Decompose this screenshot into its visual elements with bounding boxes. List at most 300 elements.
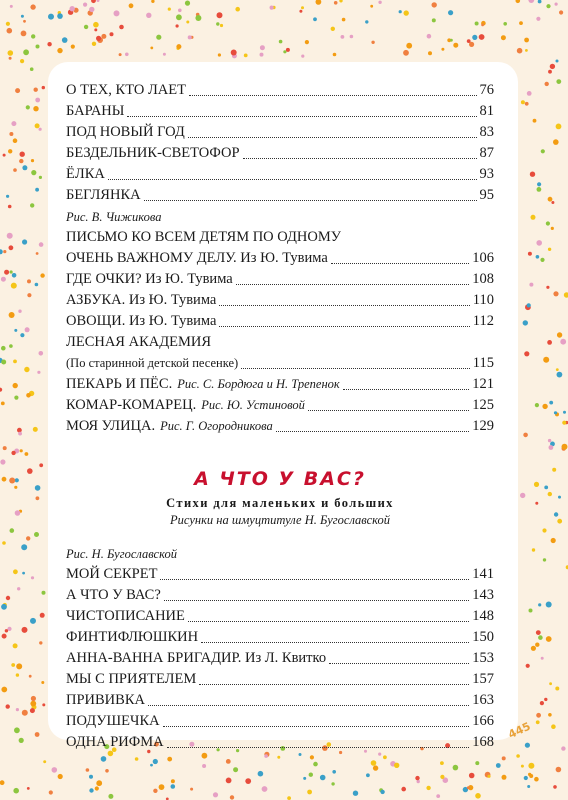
confetti-dot — [262, 786, 268, 792]
confetti-dot — [523, 320, 528, 325]
dot-leader — [331, 263, 469, 264]
toc-entry-page: 106 — [472, 250, 494, 266]
toc-entry[interactable] — [66, 395, 494, 416]
confetti-dot — [529, 283, 533, 287]
toc-entry-title: ПОД НОВЫЙ ГОД — [66, 124, 185, 140]
confetti-dot — [9, 478, 15, 484]
confetti-dot — [15, 510, 21, 516]
confetti-dot — [10, 270, 13, 273]
confetti-dot — [536, 630, 541, 635]
confetti-dot — [331, 782, 334, 785]
illustrator-credit: Рис. Г. Огородникова — [160, 419, 273, 433]
confetti-dot — [528, 763, 534, 769]
confetti-dot — [535, 643, 539, 647]
confetti-dot — [26, 536, 30, 540]
confetti-dot — [105, 769, 109, 773]
confetti-dot — [535, 403, 539, 407]
confetti-dot — [0, 388, 2, 392]
confetti-dot — [557, 372, 563, 378]
toc-group-1 — [66, 80, 494, 206]
confetti-dot — [178, 9, 182, 13]
confetti-dot — [534, 482, 539, 487]
toc-entry[interactable] — [66, 416, 494, 437]
confetti-dot — [548, 439, 551, 442]
confetti-dot — [36, 45, 40, 49]
confetti-dot — [119, 53, 122, 56]
confetti-dot — [536, 255, 540, 259]
toc-entry[interactable] — [66, 606, 494, 627]
toc-entry-title: ОДНА РИФМА — [66, 734, 164, 750]
confetti-dot — [86, 768, 90, 772]
confetti-dot — [129, 3, 134, 8]
confetti-dot — [551, 227, 554, 230]
toc-entry[interactable] — [66, 101, 494, 122]
confetti-dot — [556, 368, 559, 371]
confetti-dot — [469, 42, 474, 47]
toc-entry[interactable] — [66, 690, 494, 711]
confetti-dot — [553, 785, 557, 789]
toc-entry-title: КОМАР-КОМАРЕЦ. — [66, 397, 197, 413]
confetti-dot — [562, 421, 566, 425]
confetti-dot — [546, 602, 552, 608]
toc-entry[interactable] — [66, 669, 494, 690]
toc-entry-title: ПРИВИВКА — [66, 692, 145, 708]
dot-leader — [236, 284, 470, 285]
confetti-dot — [190, 788, 193, 791]
confetti-dot — [534, 777, 539, 782]
artist-credit: Рис. Н. Бугославской — [66, 547, 177, 561]
confetti-dot — [527, 785, 530, 788]
confetti-dot — [469, 773, 475, 779]
toc-entry[interactable] — [66, 648, 494, 669]
confetti-dot — [35, 123, 40, 128]
dot-leader — [201, 642, 469, 643]
confetti-dot — [9, 245, 14, 250]
confetti-dot — [529, 609, 533, 613]
toc-entry-title: ПЕКАРЬ И ПЁС. — [66, 376, 173, 392]
confetti-dot — [92, 42, 96, 46]
confetti-dot — [8, 50, 14, 56]
confetti-dot — [502, 775, 507, 780]
confetti-dot — [441, 48, 444, 51]
dot-leader — [241, 368, 470, 369]
confetti-dot — [57, 48, 62, 53]
confetti-dot — [542, 404, 547, 409]
confetti-dot — [22, 627, 28, 633]
confetti-dot — [0, 780, 5, 785]
confetti-dot — [17, 587, 20, 590]
confetti-dot — [35, 98, 40, 103]
confetti-dot — [548, 248, 551, 251]
confetti-dot — [341, 35, 345, 39]
toc-entry-title: МОЯ УЛИЦА. — [66, 418, 156, 434]
spacer — [66, 437, 494, 451]
confetti-dot — [29, 675, 32, 678]
confetti-dot — [195, 15, 201, 21]
dot-leader — [160, 579, 469, 580]
toc-entry-page: 95 — [479, 187, 494, 203]
confetti-dot — [532, 548, 535, 551]
toc-entry-title: АННА-ВАННА БРИГАДИР. Из Л. Квитко — [66, 650, 327, 666]
confetti-dot — [260, 53, 264, 57]
confetti-dot — [20, 59, 24, 63]
confetti-dot — [453, 43, 458, 48]
confetti-dot — [406, 43, 412, 49]
toc-entry-title: ФИНТИФЛЮШКИН — [66, 629, 199, 645]
confetti-dot — [561, 746, 565, 750]
confetti-dot — [96, 36, 101, 41]
confetti-dot — [371, 41, 374, 44]
confetti-dot — [559, 10, 563, 14]
page-number: 445 — [506, 719, 533, 742]
confetti-dot — [21, 31, 27, 37]
confetti-dot — [550, 64, 555, 69]
confetti-dot — [383, 755, 387, 759]
confetti-dot — [260, 45, 265, 50]
toc-entry-title: МЫ С ПРИЯТЕЛЕМ — [66, 671, 197, 687]
confetti-dot — [528, 252, 532, 256]
toc-entry-page: 125 — [472, 397, 494, 413]
confetti-dot — [11, 283, 17, 289]
confetti-dot — [58, 774, 63, 779]
confetti-dot — [258, 771, 264, 777]
confetti-dot — [1, 346, 6, 351]
confetti-dot — [11, 121, 16, 126]
confetti-dot — [270, 6, 274, 10]
confetti-dot — [334, 1, 338, 5]
confetti-dot — [366, 773, 370, 777]
confetti-dot — [10, 528, 15, 533]
confetti-dot — [555, 3, 558, 6]
confetti-dot — [153, 789, 157, 793]
confetti-dot — [11, 451, 15, 455]
confetti-dot — [538, 0, 542, 3]
confetti-dot — [151, 0, 154, 3]
illustrator-credit: Рис. С. Бордюга и Н. Трепенок — [177, 377, 340, 391]
toc-entry-page: 141 — [472, 566, 494, 582]
confetti-dot — [114, 10, 120, 16]
toc-entry-title: БЕЗДЕЛЬНИК-СВЕТОФОР — [66, 145, 240, 161]
confetti-dot — [440, 775, 444, 779]
toc-entry-page: 143 — [472, 587, 494, 603]
confetti-dot — [16, 663, 22, 669]
confetti-dot — [89, 775, 93, 779]
confetti-dot — [48, 14, 54, 20]
confetti-dot — [39, 242, 44, 247]
confetti-dot — [176, 44, 181, 49]
confetti-dot — [339, 0, 342, 3]
confetti-dot — [3, 154, 6, 157]
confetti-dot — [150, 47, 153, 50]
toc-card — [48, 62, 518, 750]
confetti-dot — [96, 780, 102, 786]
confetti-dot — [23, 20, 26, 23]
confetti-dot — [305, 40, 309, 44]
toc-entry[interactable] — [66, 311, 494, 332]
confetti-dot — [6, 704, 10, 708]
confetti-dot — [373, 765, 378, 770]
confetti-dot — [563, 411, 566, 414]
section-heading: А ЧТО У ВАС? — [194, 468, 366, 490]
toc-entry[interactable] — [66, 164, 494, 185]
confetti-dot — [15, 88, 20, 93]
dot-leader — [343, 389, 469, 390]
confetti-dot — [146, 13, 151, 18]
confetti-dot — [530, 172, 535, 177]
toc-entry-title: А ЧТО У ВАС? — [66, 587, 161, 603]
confetti-dot — [331, 27, 335, 31]
dot-leader — [308, 410, 469, 411]
toc-entry-page: 108 — [472, 271, 494, 287]
confetti-dot — [8, 205, 12, 209]
confetti-dot — [516, 0, 521, 3]
toc-entry-page: 163 — [472, 692, 494, 708]
confetti-dot — [35, 485, 41, 491]
toc-entry-line[interactable]: ПИСЬМО КО ВСЕМ ДЕТЯМ ПО ОДНОМУ — [66, 229, 342, 245]
dot-leader — [148, 705, 469, 706]
toc-entry-title: ЁЛКА — [66, 166, 105, 182]
toc-entry[interactable] — [66, 711, 494, 732]
confetti-dot — [110, 32, 114, 36]
confetti-dot — [0, 249, 3, 254]
toc-entry[interactable] — [66, 122, 494, 143]
confetti-dot — [472, 35, 477, 40]
confetti-dot — [13, 168, 17, 172]
toc-entry[interactable] — [66, 248, 494, 269]
toc-entry-title: О ТЕХ, КТО ЛАЕТ — [66, 82, 186, 98]
confetti-dot — [220, 24, 223, 27]
confetti-dot — [13, 788, 19, 794]
toc-entry-title: ГДЕ ОЧКИ? Из Ю. Тувима — [66, 271, 233, 287]
confetti-dot — [235, 7, 240, 12]
confetti-dot — [10, 5, 13, 8]
confetti-dot — [9, 57, 12, 60]
confetti-dot — [417, 780, 420, 783]
confetti-dot — [536, 713, 541, 718]
confetti-dot — [496, 763, 501, 768]
toc-entry-page: 76 — [479, 82, 494, 98]
confetti-dot — [20, 449, 23, 452]
confetti-dot — [13, 383, 18, 388]
confetti-dot — [542, 528, 546, 532]
confetti-dot — [528, 0, 534, 3]
confetti-dot — [378, 1, 381, 4]
confetti-dot — [548, 70, 552, 74]
confetti-dot — [320, 775, 326, 781]
toc-entry[interactable] — [66, 732, 494, 753]
confetti-dot — [301, 6, 304, 9]
confetti-dot — [371, 760, 377, 766]
confetti-dot — [313, 17, 317, 21]
confetti-dot — [543, 558, 546, 561]
confetti-dot — [299, 10, 302, 13]
confetti-dot — [501, 35, 506, 40]
confetti-dot — [97, 0, 100, 2]
confetti-dot — [531, 646, 536, 651]
toc-entry-page: 157 — [472, 671, 494, 687]
confetti-dot — [475, 761, 479, 765]
confetti-dot — [535, 502, 538, 505]
confetti-dot — [536, 17, 540, 21]
confetti-dot — [556, 124, 562, 130]
confetti-dot — [555, 687, 559, 691]
confetti-dot — [71, 45, 75, 49]
dot-leader — [329, 663, 469, 664]
dot-leader — [144, 200, 477, 201]
confetti-dot — [43, 760, 46, 763]
confetti-dot — [83, 3, 87, 7]
confetti-dot — [39, 641, 42, 644]
confetti-dot — [18, 310, 21, 313]
illustrator-credit: Рис. Ю. Устиновой — [201, 398, 305, 412]
toc-group-2 — [66, 227, 494, 437]
confetti-dot — [313, 762, 318, 767]
confetti-dot — [31, 159, 34, 162]
confetti-dot — [13, 643, 18, 648]
confetti-dot — [301, 55, 304, 58]
confetti-dot — [520, 493, 525, 498]
confetti-dot — [475, 22, 479, 26]
toc-entry[interactable] — [66, 374, 494, 395]
confetti-dot — [7, 28, 13, 34]
confetti-dot — [14, 329, 17, 332]
confetti-dot — [185, 1, 190, 6]
confetti-dot — [42, 591, 46, 595]
confetti-dot — [502, 756, 506, 760]
dot-leader — [243, 158, 477, 159]
confetti-dot — [16, 673, 19, 676]
confetti-dot — [41, 681, 44, 684]
confetti-dot — [487, 775, 490, 778]
confetti-dot — [524, 351, 529, 356]
confetti-dot — [560, 339, 566, 345]
confetti-dot — [31, 170, 36, 175]
confetti-dot — [546, 4, 550, 8]
confetti-dot — [202, 753, 208, 759]
toc-entry[interactable] — [66, 627, 494, 648]
confetti-dot — [40, 273, 44, 277]
confetti-dot — [40, 613, 45, 618]
confetti-dot — [564, 292, 568, 297]
confetti-dot — [543, 357, 549, 363]
confetti-dot — [231, 50, 237, 56]
confetti-dot — [33, 427, 38, 432]
toc-entry[interactable] — [66, 290, 494, 311]
confetti-dot — [20, 152, 25, 157]
confetti-dot — [404, 10, 409, 15]
confetti-dot — [167, 757, 172, 762]
confetti-dot — [551, 538, 556, 543]
toc-entry-line[interactable]: ЛЕСНАЯ АКАДЕМИЯ — [66, 334, 211, 350]
confetti-dot — [277, 756, 280, 759]
confetti-dot — [9, 344, 13, 348]
toc-entry[interactable] — [66, 143, 494, 164]
confetti-dot — [264, 754, 268, 758]
confetti-dot — [101, 34, 106, 39]
confetti-dot — [49, 790, 53, 794]
confetti-dot — [22, 165, 27, 170]
confetti-dot — [36, 252, 39, 255]
toc-entry[interactable] — [66, 353, 494, 374]
confetti-dot — [551, 201, 554, 204]
confetti-dot — [24, 367, 29, 372]
confetti-dot — [401, 787, 406, 792]
confetti-dot — [245, 778, 251, 784]
confetti-dot — [35, 283, 39, 287]
confetti-dot — [332, 770, 336, 774]
toc-entry-page: 153 — [472, 650, 494, 666]
confetti-dot — [12, 273, 17, 278]
confetti-dot — [22, 710, 28, 716]
confetti-dot — [307, 790, 312, 795]
confetti-dot — [25, 452, 29, 456]
confetti-dot — [30, 701, 36, 707]
confetti-dot — [316, 0, 322, 5]
confetti-dot — [14, 396, 18, 400]
confetti-dot — [27, 787, 30, 790]
confetti-dot — [20, 333, 24, 337]
toc-entry[interactable] — [66, 80, 494, 101]
confetti-dot — [16, 708, 19, 711]
confetti-dot — [370, 5, 373, 8]
confetti-dot — [39, 463, 43, 467]
confetti-dot — [244, 54, 248, 58]
confetti-dot — [52, 767, 58, 773]
toc-entry-page: 168 — [472, 734, 494, 750]
confetti-dot — [2, 477, 7, 482]
toc-entry[interactable] — [66, 585, 494, 606]
confetti-dot — [176, 14, 182, 20]
confetti-dot — [30, 4, 35, 9]
confetti-dot — [91, 0, 96, 3]
confetti-dot — [218, 53, 221, 56]
confetti-dot — [62, 37, 68, 43]
toc-entry-title: МОЙ СЕКРЕТ — [66, 566, 158, 582]
confetti-dot — [1, 604, 7, 610]
toc-entry[interactable] — [66, 185, 494, 206]
confetti-dot — [47, 42, 51, 46]
confetti-dot — [553, 291, 558, 296]
confetti-dot — [176, 24, 179, 27]
confetti-dot — [538, 603, 541, 606]
confetti-dot — [521, 100, 525, 104]
confetti-dot — [540, 701, 544, 705]
dot-leader — [189, 95, 477, 96]
confetti-dot — [26, 105, 30, 109]
confetti-dot — [303, 777, 306, 780]
toc-entry[interactable] — [66, 269, 494, 290]
confetti-dot — [6, 22, 10, 26]
confetti-dot — [89, 7, 94, 12]
confetti-dot — [415, 776, 419, 780]
confetti-dot — [1, 687, 7, 693]
confetti-dot — [548, 492, 552, 496]
confetti-dot — [35, 188, 39, 192]
confetti-dot — [27, 279, 31, 283]
confetti-dot — [547, 340, 552, 345]
confetti-dot — [21, 544, 27, 550]
toc-entry-page: 166 — [472, 713, 494, 729]
toc-entry-title: АЗБУКА. Из Ю. Тувима — [66, 292, 217, 308]
confetti-dot — [283, 50, 286, 53]
toc-entry-page: 83 — [479, 124, 494, 140]
confetti-dot — [403, 50, 409, 56]
confetti-dot — [527, 303, 531, 307]
confetti-dot — [153, 759, 158, 764]
toc-entry[interactable] — [66, 564, 494, 585]
dot-leader — [108, 179, 477, 180]
confetti-dot — [163, 53, 166, 56]
